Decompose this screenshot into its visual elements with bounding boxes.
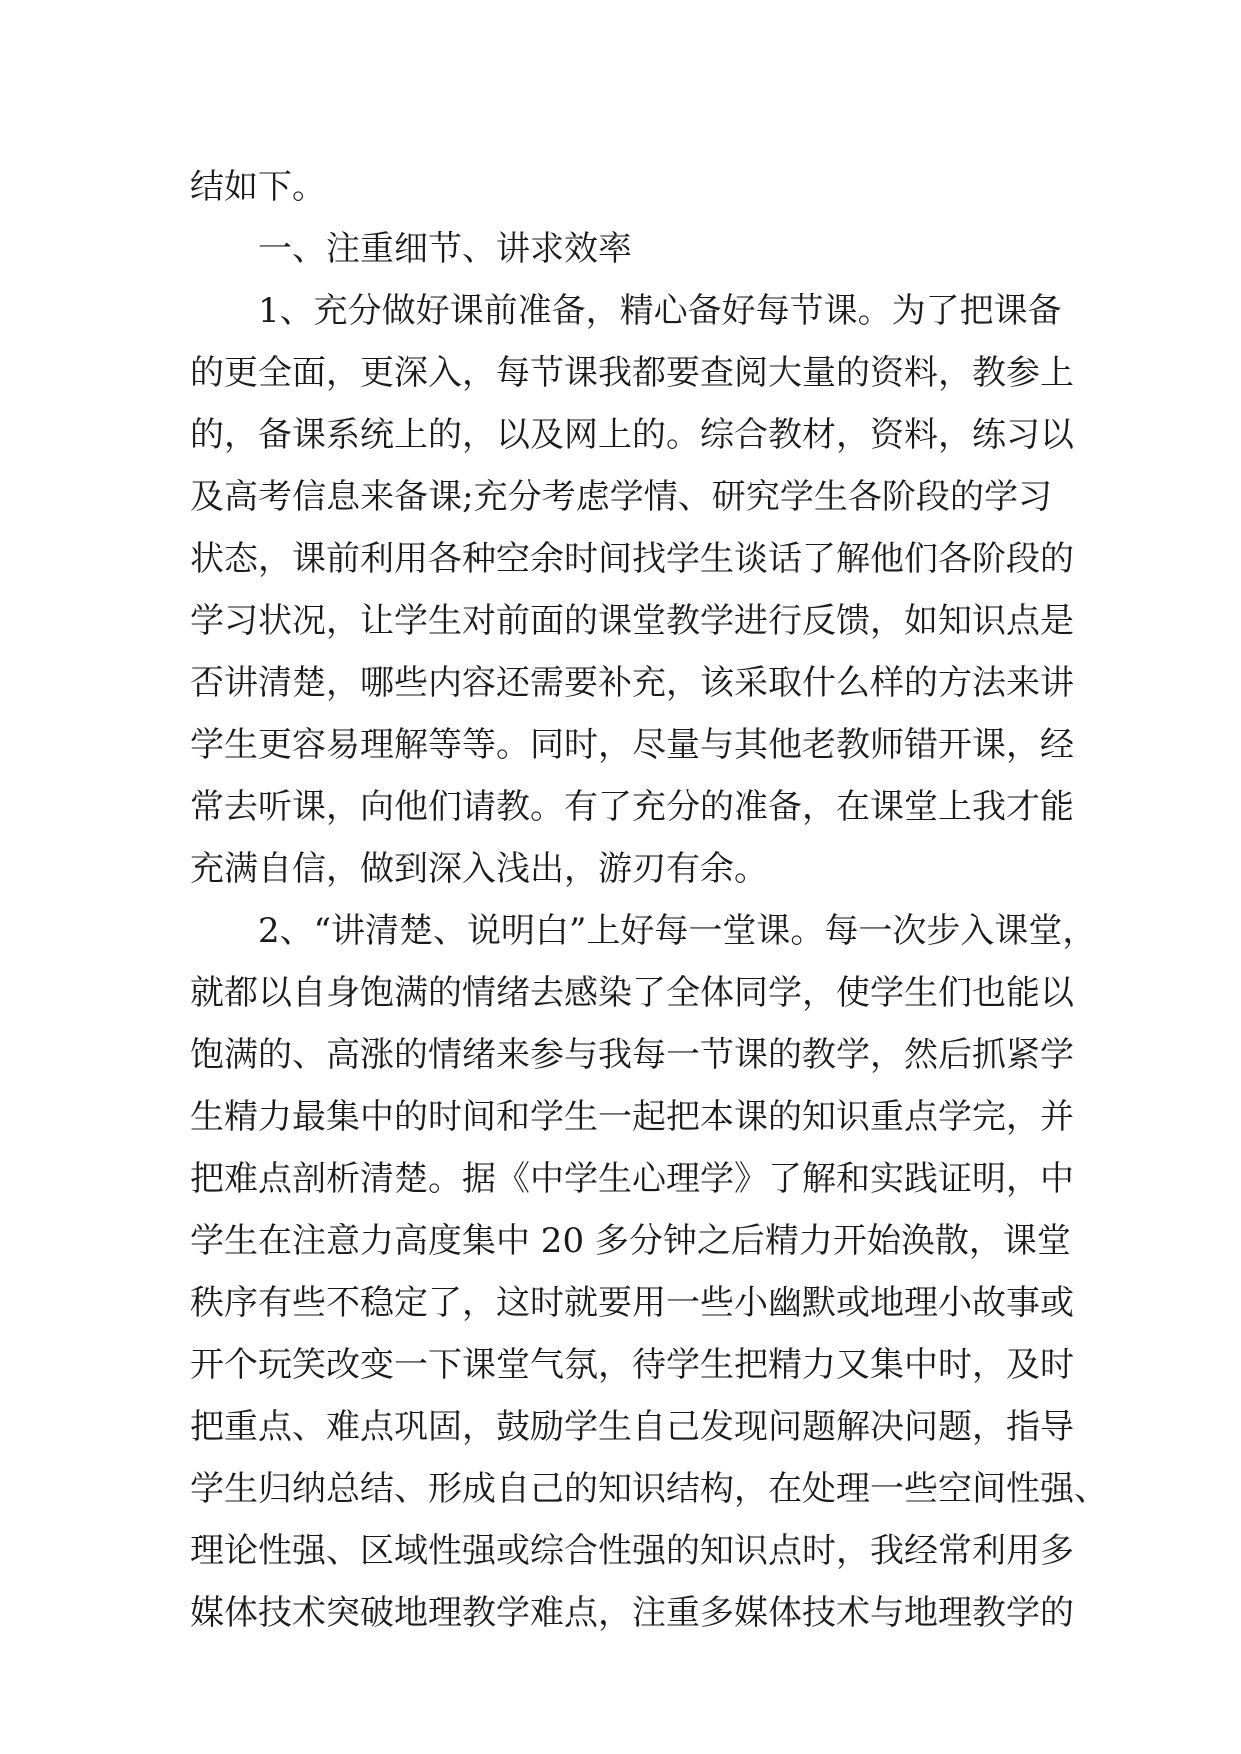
text-line: 学习状况，让学生对前面的课堂教学进行反馈，如知识点是 (190, 601, 1074, 641)
section-heading: 一、注重细节、讲求效率 (258, 229, 632, 269)
text-line: 结如下。 (190, 167, 326, 207)
text-line: 理论性强、区域性强或综合性强的知识点时，我经常利用多 (190, 1531, 1074, 1571)
text-line: 学生归纳总结、形成自己的知识结构，在处理一些空间性强、 (190, 1469, 1108, 1509)
paragraph-first-line: 1、充分做好课前准备，精心备好每节课。为了把课备 (258, 291, 1062, 331)
text-line: 就都以自身饱满的情绪去感染了全体同学，使学生们也能以 (190, 973, 1074, 1013)
text-line: 否讲清楚，哪些内容还需要补充，该采取什么样的方法来讲 (190, 663, 1074, 703)
text-line: 把重点、难点巩固，鼓励学生自己发现问题解决问题，指导 (190, 1407, 1074, 1447)
text-line: 学生在注意力高度集中 20 多分钟之后精力开始涣散，课堂 (190, 1221, 1071, 1261)
text-line: 媒体技术突破地理教学难点，注重多媒体技术与地理教学的 (190, 1593, 1074, 1633)
text-line: 充满自信，做到深入浅出，游刃有余。 (190, 849, 768, 889)
text-line: 及高考信息来备课;充分考虑学情、研究学生各阶段的学习 (190, 477, 1052, 517)
text-line: 秩序有些不稳定了，这时就要用一些小幽默或地理小故事或 (190, 1283, 1074, 1323)
text-line: 的，备课系统上的，以及网上的。综合教材，资料，练习以 (190, 415, 1074, 455)
text-line: 饱满的、高涨的情绪来参与我每一节课的教学，然后抓紧学 (190, 1035, 1074, 1075)
text-line: 的更全面，更深入，每节课我都要查阅大量的资料，教参上 (190, 353, 1074, 393)
text-line: 状态，课前利用各种空余时间找学生谈话了解他们各阶段的 (190, 539, 1074, 579)
paragraph-first-line: 2、“讲清楚、说明白”上好每一堂课。每一次步入课堂， (258, 911, 1097, 951)
text-line: 常去听课，向他们请教。有了充分的准备，在课堂上我才能 (190, 787, 1074, 827)
text-line: 把难点剖析清楚。据《中学生心理学》了解和实践证明，中 (190, 1159, 1074, 1199)
text-line: 开个玩笑改变一下课堂气氛，待学生把精力又集中时，及时 (190, 1345, 1074, 1385)
text-line: 生精力最集中的时间和学生一起把本课的知识重点学完，并 (190, 1097, 1074, 1137)
text-line: 学生更容易理解等等。同时，尽量与其他老教师错开课，经 (190, 725, 1074, 765)
